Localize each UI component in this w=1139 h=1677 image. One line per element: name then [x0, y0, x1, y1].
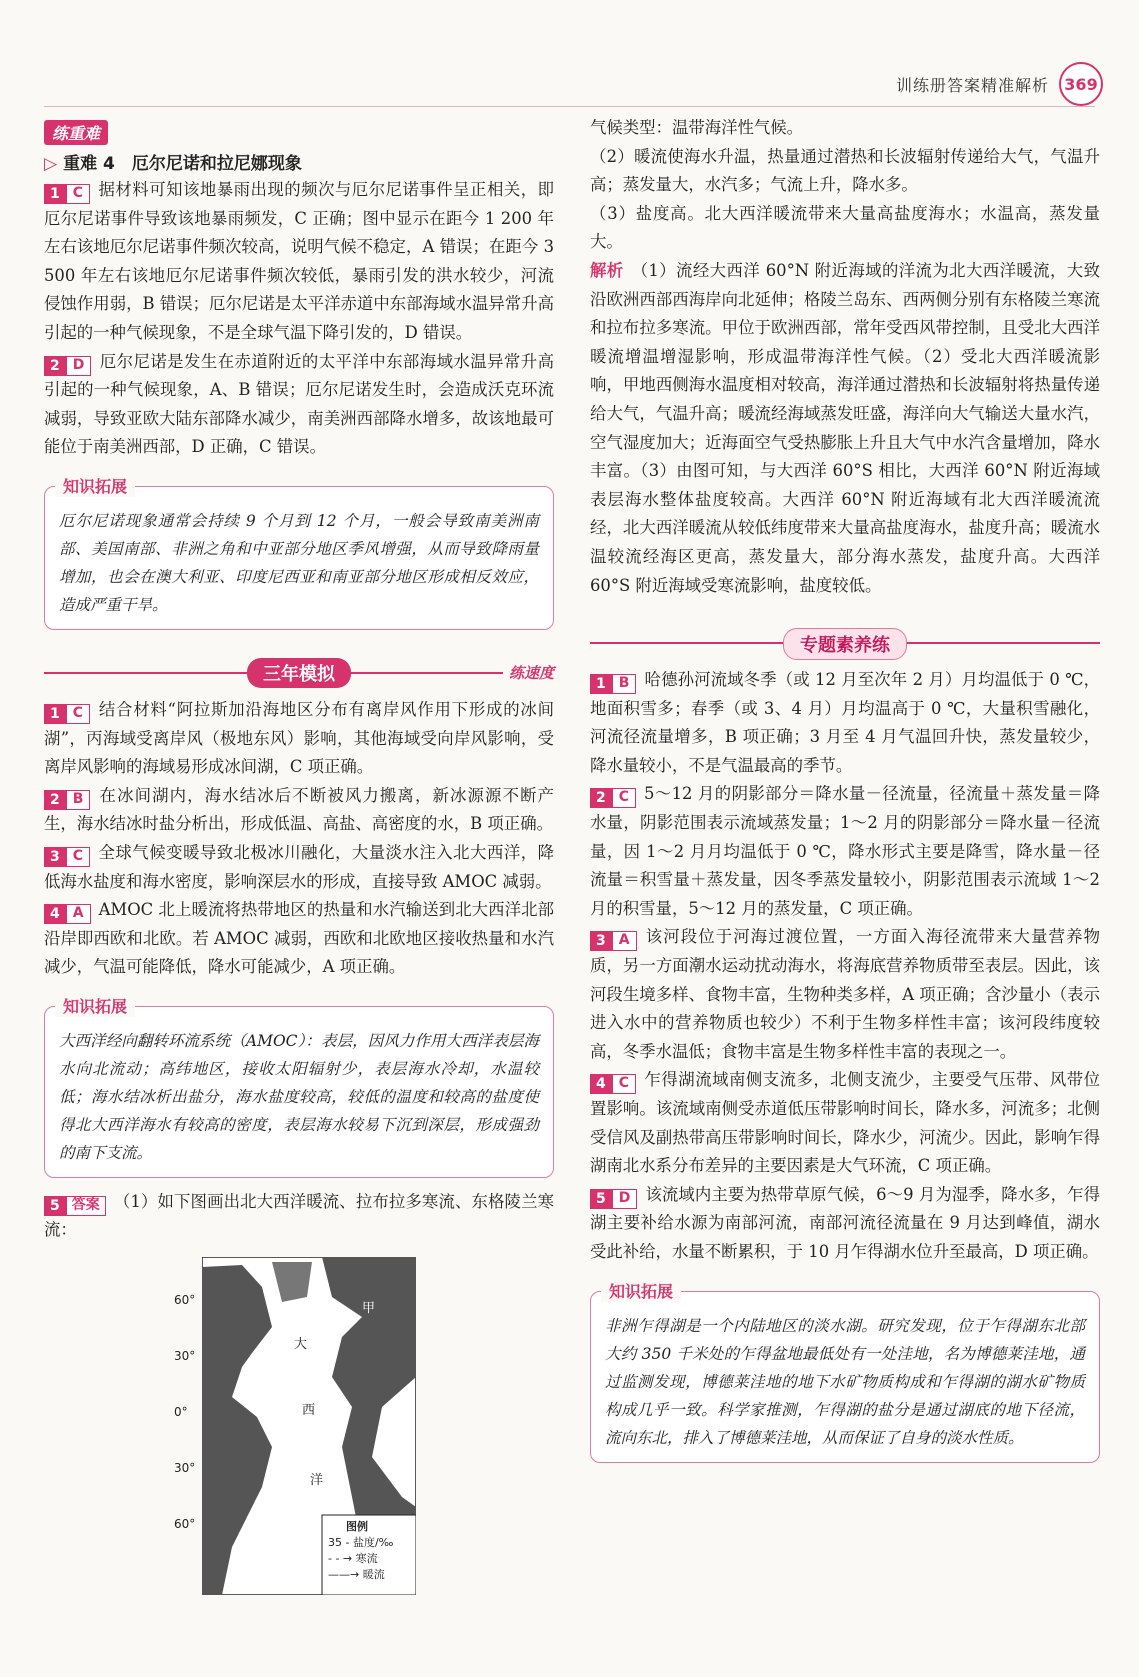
section-title: 重难 4 厄尔尼诺和拉尼娜现象: [63, 154, 302, 174]
question-2: [590, 780, 1100, 923]
map-legend: [328, 1519, 393, 1583]
page-header: [896, 62, 1103, 106]
answer-paragraph: （3）盐度高。北大西洋暖流带来大量高盐度海水；水温高，蒸发量大。: [590, 203, 1100, 252]
answer-badge: 4 C: [590, 1074, 636, 1094]
knowledge-box: [590, 1281, 1100, 1463]
answer-badge: 2 B: [44, 790, 90, 810]
question-text: （1）如下图画出北大西洋暖流、拉布拉多寒流、东格陵兰寒流：: [44, 1191, 554, 1240]
knowledge-text: 非洲乍得湖是一个内陆地区的淡水湖。研究发现，位于乍得湖东北部大约 350 千米处的乍得盆地最低处有一处洼地，名为博德莱洼地，通过监测发现，博德莱洼地的地下水矿物质构成和乍得湖的湖水矿物质构成几乎一致。科学家推测，乍得湖的盐分是通过湖底的地下径流，流向东北，排入了博德莱洼地，从而保证了自身的淡水性质。: [605, 1316, 1085, 1447]
section-banner: [44, 658, 554, 688]
question-text: 该河段位于河海过渡位置，一方面入海径流带来大量营养物质，另一方面潮水运动扰动海水，将海底营养物质带至表层。因此，该河段生境多样、食物丰富，生物种类多样，A 项正确；含沙量小（表示进入水中的营养物质也较少）不利于生物多样性丰富；该河段纬度较高，冬季水温低；食物丰富是生物多样性丰富的表现之一。: [590, 927, 1100, 1061]
question-4: [590, 1066, 1100, 1180]
answer-badge: 5 D: [590, 1189, 637, 1209]
question-text: 乍得湖流域南侧支流多，北侧支流少，主要受气压带、风带位置影响。该流域南侧受赤道低压带影响时间长，降水多，河流多；北侧受信风及副热带高压带影响时间长，降水少，河流少。因此，影响乍得湖南北水系分布差异的主要因素是大气环流，C 项正确。: [590, 1070, 1100, 1176]
map-label-xi: 西: [302, 1403, 316, 1419]
question-text: 据材料可知该地暴雨出现的频次与厄尔尼诺事件呈正相关，即厄尔尼诺事件导致该地暴雨频发，C 正确；图中显示在距今 1 200 年左右该地厄尔尼诺事件频次较高，说明气候不稳定，A 错误；在距今 3 500 年左右该地厄尔尼诺事件频次较低，暴雨引发的洪水较少，河流侵蚀作用弱，B 错误；厄尔尼诺是太平洋赤道中东部海域水温异常升高引起的一种气候现象，不是全球气温下降引发的，D 错误。: [44, 180, 554, 342]
lat-label: 30°: [174, 1461, 196, 1476]
atlantic-map: [174, 1257, 416, 1595]
question-text: 全球气候变暖导致北极冰川融化，大量淡水注入北大西洋，降低海水盐度和海水密度，影响深层水的形成，直接导致 AMOC 减弱。: [44, 842, 554, 891]
answer-badge: 5 答案: [44, 1196, 106, 1216]
knowledge-box: [44, 476, 554, 630]
question-6: [44, 896, 554, 982]
answer-badge: 1 C: [44, 184, 90, 204]
answer-paragraph: （2）暖流使海水升温，热量通过潜热和长波辐射传递给大气，气温升高；蒸发量大，水汽多；气流上升，降水多。: [590, 146, 1100, 195]
answer-badge: 1 C: [44, 704, 90, 724]
question-text: 哈德孙河流域冬季（或 12 月至次年 2 月）月均温低于 0 ℃，地面积雪多；春季（或 3、4 月）月均温高于 0 ℃，大量积雪融化，河流径流量增多，B 项正确；3 月至 4 月气温回升快，蒸发量较少，降水量较小，不是气温最高的季节。: [590, 670, 1100, 775]
question-7: [44, 1188, 554, 1245]
question-1: [590, 666, 1100, 780]
left-column: [44, 114, 554, 1595]
map-label-da: 大: [294, 1337, 308, 1353]
knowledge-text: 大西洋经向翻转环流系统（AMOC）：表层，因风力作用大西洋表层海水向北流动；高纬地区，接收太阳辐射少，表层海水冷却，水温较低；海水结冰析出盐分，海水盐度较高，较低的温度和较高的盐度使得北大西洋海水有较高的密度，表层海水较易下沉到深层，形成强劲的南下支流。: [59, 1031, 539, 1162]
lat-label: 0°: [174, 1405, 188, 1420]
header-title: 训练册答案精准解析: [895, 75, 1049, 95]
banner-label: 专题素养练: [783, 628, 907, 660]
answer-paragraph: 气候类型：温带海洋性气候。: [590, 118, 804, 137]
map-label-yang: 洋: [310, 1473, 324, 1489]
analysis-paragraph: [590, 257, 1100, 600]
question-5: [44, 839, 554, 896]
map-label-jia: 甲: [362, 1301, 376, 1317]
question-text: AMOC 北上暖流将热带地区的热量和水汽输送到北大西洋北部沿岸即西欧和北欧。若 AMOC 减弱，西欧和北欧地区接收热量和水汽减少，气温可能降低，降水可能减少，A 项正确。: [44, 900, 554, 977]
knowledge-box-title: 知识拓展: [55, 474, 135, 497]
page-number: 369: [1059, 62, 1103, 106]
banner-right-label: 练速度: [503, 662, 554, 683]
answer-badge: 3 C: [44, 847, 90, 867]
answer-badge: 4 A: [44, 904, 91, 924]
answer-badge: 2 D: [44, 356, 91, 376]
section-heading: [44, 149, 554, 174]
lat-label: 30°: [174, 1349, 196, 1364]
analysis-label: 解析: [590, 260, 624, 280]
practice-tag: 练重难: [44, 120, 108, 145]
knowledge-box: [44, 996, 554, 1178]
legend-warm: ——→ 暖流: [328, 1568, 385, 1582]
section-banner: [590, 628, 1100, 658]
knowledge-box-title: 知识拓展: [55, 994, 135, 1017]
triangle-icon: ▷: [44, 154, 58, 174]
answer-badge: 2 C: [590, 788, 636, 808]
header-rule: [44, 106, 1095, 107]
question-text: 结合材料“阿拉斯加沿海地区分布有离岸风作用下形成的冰间湖”，丙海域受离岸风（极地东风）影响，其他海域受向岸风影响，受离岸风影响的海域易形成冰间湖，C 项正确。: [44, 699, 554, 777]
right-column: [590, 114, 1100, 1473]
knowledge-text: 厄尔尼诺现象通常会持续 9 个月到 12 个月，一般会导致南美洲南部、美国南部、非洲之角和中亚部分地区季风增强，从而导致降雨量增加，也会在澳大利亚、印度尼西亚和南亚部分地区形成相反效应，造成严重干旱。: [59, 511, 539, 614]
question-text: 该流域内主要为热带草原气候，6～9 月为湿季，降水多，乍得湖主要补给水源为南部河流，南部河流径流量在 9 月达到峰值，湖水受此补给，水量不断累积，于 10 月乍得湖水位升至最高，D 项正确。: [590, 1184, 1100, 1261]
question-3: [590, 923, 1100, 1066]
question-2: [44, 348, 554, 462]
question-text: 厄尔尼诺是发生在赤道附近的太平洋中东部海域水温异常升高引起的一种气候现象，A、B 错误；厄尔尼诺发生时，会造成沃克环流减弱，导致亚欧大陆东部降水减少，南美洲西部降水增多，故该地最可能位于南美洲西部，D 正确，C 错误。: [44, 351, 554, 457]
question-5: [590, 1181, 1100, 1267]
legend-salinity: 35 - 盐度/‰: [328, 1536, 394, 1550]
question-1: [44, 176, 554, 348]
banner-label: 三年模拟: [247, 658, 351, 688]
legend-title: 图例: [346, 1520, 368, 1534]
lat-label: 60°: [174, 1517, 196, 1532]
knowledge-box-title: 知识拓展: [601, 1279, 681, 1302]
question-text: 在冰间湖内，海水结冰后不断被风力搬离，新冰源源不断产生，海水结冰时盐分析出，形成低温、高盐、高密度的水，B 项正确。: [44, 785, 554, 834]
lat-label: 60°: [174, 1293, 196, 1308]
legend-cold: - - → 寒流: [328, 1552, 378, 1566]
question-3: [44, 696, 554, 782]
question-text: 5～12 月的阴影部分＝降水量－径流量，径流量＋蒸发量＝降水量，阴影范围表示流域蒸发量；1～2 月的阴影部分＝降水量－径流量，因 1～2 月月均温低于 0 ℃，降水形式主要是降雪，降水量－径流量＝积雪量＋蒸发量，因冬季蒸发量较小，阴影范围表示流域 1～2 月的积雪量，5～12 月的蒸发量，C 项正确。: [590, 784, 1100, 918]
answer-badge: 1 B: [590, 674, 636, 694]
answer-badge: 3 A: [590, 931, 637, 951]
analysis-text: （1）流经大西洋 60°N 附近海域的洋流为北大西洋暖流，大致沿欧洲西部西海岸向北延伸；格陵兰岛东、西两侧分别有东格陵兰寒流和拉布拉多寒流。甲位于欧洲西部，常年受西风带控制，且受北大西洋暖流增温增湿影响，形成温带海洋性气候。（2）受北大西洋暖流影响，甲地西侧海水温度相对较高，海洋通过潜热和长波辐射将热量传递给大气，气温升高；暖流经海域蒸发旺盛，海洋向大气输送大量水汽，空气湿度加大；近海面空气受热膨胀上升且大气中水汽含量增加，降水丰富。（3）由图可知，与大西洋 60°S 相比，大西洋 60°N 附近海域表层海水整体盐度较高。大西洋 60°N 附近海域有北大西洋暖流流经，北大西洋暖流从较低纬度带来大量高盐度海水，盐度升高；暖流水温较流经海区更高，蒸发量大，部分海水蒸发，盐度升高。大西洋 60°S 附近海域受寒流影响，盐度较低。: [590, 260, 1100, 595]
question-4: [44, 782, 554, 839]
